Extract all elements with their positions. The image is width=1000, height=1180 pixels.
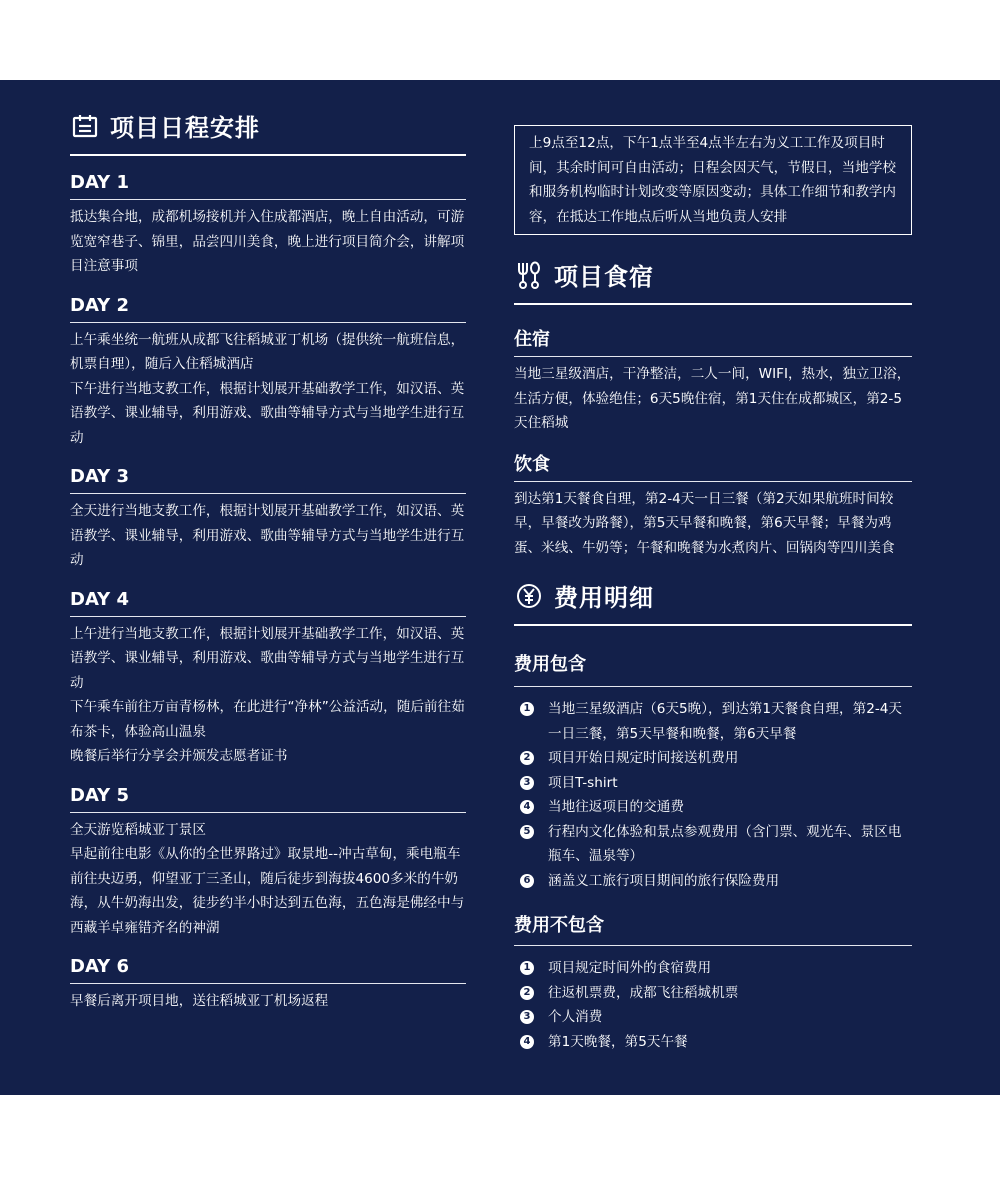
- costs-title: 费用明细: [554, 584, 654, 612]
- list-item: [514, 1005, 912, 1030]
- day-text: 早起前往电影《从你的全世界路过》取景地--冲古草甸，乘电瓶车前往央迈勇，仰望亚丁三圣山，随后徒步到海拔4600多米的牛奶海，从牛奶海出发，徒步约半小时达到五色海，五色海是佛经中与西藏羊卓雍错齐名的神湖: [70, 846, 465, 936]
- day-block: [70, 172, 466, 279]
- number-badge: 2: [520, 751, 534, 765]
- list-item-text: 个人消费: [548, 1009, 603, 1025]
- day-label: DAY 3: [70, 466, 466, 494]
- list-item-text: 往返机票费，成都飞往稻城机票: [548, 984, 739, 1001]
- list-item: [514, 869, 912, 894]
- list-item-text: 第1天晚餐，第5天午餐: [548, 1033, 688, 1050]
- number-badge: 3: [520, 776, 534, 790]
- stay-text: 当地三星级酒店，干净整洁，二人一间，WIFI，热水，独立卫浴，生活方便，体验绝佳；6天5晚住宿，第1天住在成都城区，第2-5天住稻城: [514, 366, 911, 431]
- day-text: 下午乘车前往万亩青杨林，在此进行“净林”公益活动，随后前往茹布茶卡，体验高山温泉: [70, 699, 465, 740]
- number-badge: 5: [520, 825, 534, 839]
- list-item-text: 项目开始日规定时间接送机费用: [548, 750, 739, 766]
- stay-heading: 住宿: [514, 325, 912, 357]
- number-badge: 3: [520, 1010, 534, 1024]
- day-text: 上午进行当地支教工作，根据计划展开基础教学工作，如汉语、英语教学、课业辅导，利用游戏、歌曲等辅导方式与当地学生进行互动: [70, 625, 465, 691]
- included-list: [514, 697, 912, 893]
- day-block: [70, 589, 466, 769]
- day-block: [70, 785, 466, 941]
- day-block: [70, 295, 466, 451]
- list-item: [514, 981, 912, 1006]
- day-label: DAY 1: [70, 172, 466, 200]
- food-text: 到达第1天餐食自理，第2-4天一日三餐（第2天如果航班时间较早，早餐改为路餐），第5天早餐和晚餐，第6天早餐；早餐为鸡蛋、米线、牛奶等；午餐和晚餐为水煮肉片、回锅肉等四川美食: [514, 490, 895, 556]
- schedule-column: [70, 108, 466, 1014]
- list-item-text: 项目T-shirt: [548, 774, 618, 791]
- number-badge: 4: [520, 800, 534, 814]
- brochure-panel: [0, 80, 1000, 1095]
- number-badge: 6: [520, 874, 534, 888]
- list-item-text: 当地三星级酒店（6天5晚），到达第1天餐食自理，第2-4天一日三餐，第5天早餐和晚餐，第6天早餐: [548, 701, 903, 742]
- fork-spoon-icon: [514, 260, 544, 290]
- list-item: [514, 697, 912, 746]
- info-column: [514, 125, 912, 1054]
- schedule-title: 项目日程安排: [110, 114, 260, 142]
- day-text: 全天游览稻城亚丁景区: [70, 821, 206, 838]
- list-item: [514, 820, 912, 869]
- yen-coin-icon: [514, 581, 544, 611]
- day-block: [70, 466, 466, 573]
- calendar-icon: [70, 111, 100, 141]
- day-text: 全天进行当地支教工作，根据计划展开基础教学工作，如汉语、英语教学、课业辅导，利用游戏、歌曲等辅导方式与当地学生进行互动: [70, 503, 465, 568]
- day-label: DAY 4: [70, 589, 466, 617]
- list-item-text: 行程内文化体验和景点参观费用（含门票、观光车、景区电瓶车、温泉等）: [548, 823, 902, 864]
- day-text: 下午进行当地支教工作，根据计划展开基础教学工作，如汉语、英语教学、课业辅导，利用游戏、歌曲等辅导方式与当地学生进行互动: [70, 380, 465, 446]
- costs-heading: [514, 578, 912, 626]
- list-item: [514, 771, 912, 796]
- number-badge: 1: [520, 961, 534, 975]
- day-label: DAY 2: [70, 295, 466, 323]
- list-item: [514, 746, 912, 771]
- day-text: 晚餐后举行分享会并颁发志愿者证书: [70, 748, 288, 764]
- day-text: 抵达集合地，成都机场接机并入住成都酒店，晚上自由活动，可游览宽窄巷子、锦里，品尝四川美食，晚上进行项目简介会，讲解项目注意事项: [70, 209, 465, 274]
- day-text: 早餐后离开项目地，送往稻城亚丁机场返程: [70, 993, 329, 1009]
- number-badge: 4: [520, 1035, 534, 1049]
- excluded-heading: 费用不包含: [514, 911, 912, 946]
- list-item-text: 当地往返项目的交通费: [548, 799, 684, 815]
- lodging-heading: [514, 257, 912, 305]
- day-label: DAY 5: [70, 785, 466, 813]
- food-heading: 饮食: [514, 450, 912, 482]
- number-badge: 1: [520, 702, 534, 716]
- list-item-text: 涵盖义工旅行项目期间的旅行保险费用: [548, 872, 780, 889]
- list-item-text: 项目规定时间外的食宿费用: [548, 960, 712, 976]
- list-item: [514, 1030, 912, 1055]
- list-item: [514, 956, 912, 981]
- lodging-title: 项目食宿: [554, 263, 654, 291]
- number-badge: 2: [520, 986, 534, 1000]
- schedule-heading: [70, 108, 466, 156]
- day-label: DAY 6: [70, 956, 466, 984]
- day-block: [70, 956, 466, 1014]
- excluded-list: [514, 956, 912, 1054]
- list-item: [514, 795, 912, 820]
- schedule-notice-box: 上9点至12点，下午1点半至4点半左右为义工工作及项目时间，其余时间可自由活动；日程会因天气，节假日，当地学校和服务机构临时计划改变等原因变动；具体工作细节和教学内容，在抵达工作地点后听从当地负责人安排: [514, 125, 912, 235]
- day-text: 上午乘坐统一航班从成都飞往稻城亚丁机场（提供统一航班信息，机票自理），随后入住稻城酒店: [70, 331, 465, 372]
- included-heading: 费用包含: [514, 650, 912, 687]
